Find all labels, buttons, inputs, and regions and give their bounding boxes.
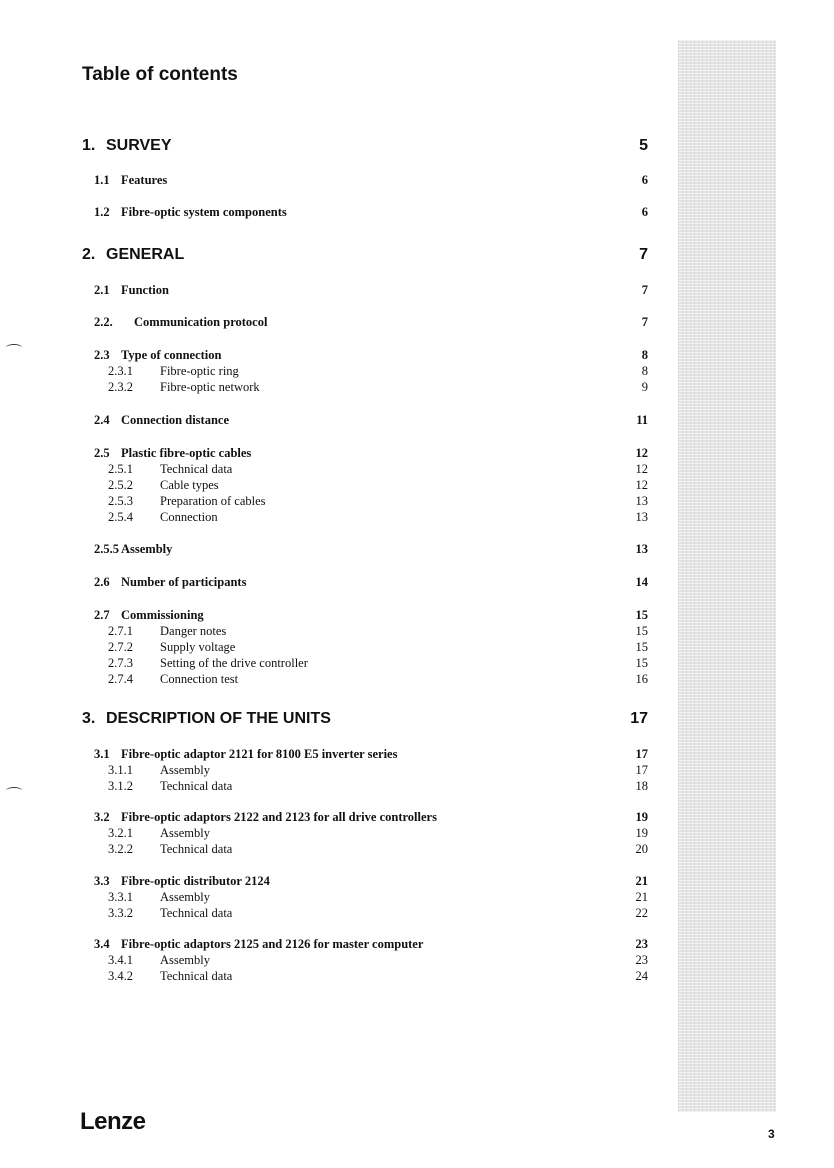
toc-page: 7: [639, 246, 648, 263]
toc-num: 3.3: [94, 874, 110, 888]
toc-label: Communication protocol: [134, 315, 268, 329]
toc-label: Fibre-optic adaptors 2122 and 2123 for all drive controllers: [121, 810, 437, 824]
toc-page: 23: [635, 953, 648, 967]
toc-page: 5: [639, 137, 648, 154]
toc-entry-chapter: [0, 708, 660, 730]
toc-num: 2.6: [94, 575, 110, 589]
toc-num: 1.2: [94, 205, 110, 219]
toc-label: Technical data: [160, 462, 233, 476]
toc-page: 6: [641, 173, 648, 187]
toc-page: 11: [636, 413, 648, 427]
toc-page: 22: [635, 906, 648, 920]
toc-num: 3.4.1: [108, 953, 133, 967]
lenze-logo: Lenze: [80, 1108, 146, 1135]
toc-entry-section: [0, 573, 660, 591]
toc-page: 13: [635, 494, 648, 508]
toc-page: 19: [635, 826, 648, 840]
toc-entry-sub: [0, 378, 660, 396]
toc-num: 2.7.2: [108, 640, 133, 654]
toc-entry-section: [0, 281, 660, 299]
toc-page: 15: [635, 640, 648, 654]
toc-label: Fibre-optic network: [160, 380, 260, 394]
page-number: 3: [768, 1127, 775, 1141]
toc-page: 12: [635, 462, 648, 476]
toc-num: 2.7: [94, 608, 110, 622]
toc-entry-section: [0, 411, 660, 429]
toc-num: 2.5.2: [108, 478, 133, 492]
toc-page: 12: [635, 478, 648, 492]
toc-page: 15: [635, 608, 648, 622]
toc-page: 16: [635, 672, 648, 686]
toc-num: 3.1.2: [108, 779, 133, 793]
toc-num: 2.7.3: [108, 656, 133, 670]
toc-entry-section: [0, 540, 660, 558]
toc-num: 2.5.3: [108, 494, 133, 508]
toc-num: 3.4.2: [108, 969, 133, 983]
toc-entry-sub: [0, 777, 660, 795]
toc-entry-sub: [0, 967, 660, 985]
toc-page: 18: [635, 779, 648, 793]
toc-label: Number of participants: [121, 575, 247, 589]
toc-page: 12: [635, 446, 648, 460]
toc-page: 13: [635, 542, 648, 556]
toc-num: 1.: [82, 137, 96, 154]
scan-shading-strip: [678, 40, 776, 1112]
toc-num: 2.2.: [94, 315, 113, 329]
toc-entry-sub: [0, 904, 660, 922]
toc-num: 2.5.1: [108, 462, 133, 476]
page-title: Table of contents: [82, 64, 238, 85]
toc-label: SURVEY: [106, 137, 172, 154]
toc-label: Danger notes: [160, 624, 227, 638]
toc-num: 3.2: [94, 810, 110, 824]
toc-num: 3.3.2: [108, 906, 133, 920]
toc-num: 2.3: [94, 348, 110, 362]
toc-label: Features: [121, 173, 168, 187]
toc-num: 2.3.1: [108, 364, 133, 378]
toc-page: 9: [641, 380, 648, 394]
toc-label: Assembly: [160, 763, 210, 777]
toc-label: Setting of the drive controller: [160, 656, 308, 670]
toc-page: 14: [635, 575, 648, 589]
toc-label: Fibre-optic adaptor 2121 for 8100 E5 inverter series: [121, 747, 398, 761]
toc-page: 6: [641, 205, 648, 219]
toc-label: Technical data: [160, 842, 233, 856]
toc-label: Technical data: [160, 779, 233, 793]
toc-label: Assembly: [160, 890, 210, 904]
toc-label: Assembly: [160, 826, 210, 840]
toc-label: GENERAL: [106, 246, 185, 263]
toc-page: 24: [635, 969, 648, 983]
toc-page: 7: [641, 283, 648, 297]
toc-label: Connection: [160, 510, 218, 524]
toc-label: Fibre-optic distributor 2124: [121, 874, 270, 888]
toc-page: 8: [641, 348, 648, 362]
toc-num: 3.1: [94, 747, 110, 761]
toc-page: 19: [635, 810, 648, 824]
toc-num: 2.: [82, 246, 96, 263]
toc-label: Cable types: [160, 478, 219, 492]
toc-label: Connection distance: [121, 413, 229, 427]
toc-entry-sub: [0, 508, 660, 526]
toc-entry-sub: [0, 670, 660, 688]
toc-label: DESCRIPTION OF THE UNITS: [106, 710, 331, 727]
toc-entry-section: [0, 171, 660, 189]
toc-label: Connection test: [160, 672, 239, 686]
toc-num: 2.3.2: [108, 380, 133, 394]
toc-entry-chapter: [0, 135, 660, 157]
toc-label: Assembly: [121, 542, 173, 556]
toc-num: 3.4: [94, 937, 110, 951]
toc-page: 17: [630, 710, 648, 727]
toc-entry-section: [0, 203, 660, 221]
toc-num: 2.1: [94, 283, 110, 297]
toc-page: 13: [635, 510, 648, 524]
toc-num: 3.1.1: [108, 763, 133, 777]
toc-page: 23: [635, 937, 648, 951]
toc-num: 3.2.1: [108, 826, 133, 840]
toc-label: Technical data: [160, 906, 233, 920]
toc-label: Fibre-optic adaptors 2125 and 2126 for master computer: [121, 937, 424, 951]
toc-page: 17: [635, 747, 648, 761]
toc-num: 2.7.1: [108, 624, 133, 638]
toc-label: Fibre-optic ring: [160, 364, 239, 378]
toc-entry-section: [0, 313, 660, 331]
toc-label: Function: [121, 283, 169, 297]
toc-num: 3.2.2: [108, 842, 133, 856]
toc-page: 7: [641, 315, 648, 329]
toc-num: 2.7.4: [108, 672, 133, 686]
toc-page: 21: [635, 890, 648, 904]
toc-page: 17: [635, 763, 648, 777]
toc-num: 2.5.5: [94, 542, 119, 556]
toc-num: 2.4: [94, 413, 110, 427]
toc-label: Supply voltage: [160, 640, 236, 654]
toc-label: Fibre-optic system components: [121, 205, 287, 219]
toc-label: Commissioning: [121, 608, 204, 622]
toc-page: 20: [635, 842, 648, 856]
toc-label: Assembly: [160, 953, 210, 967]
toc-num: 2.5.4: [108, 510, 133, 524]
toc-num: 2.5: [94, 446, 110, 460]
toc-page: 21: [635, 874, 648, 888]
toc-label: Type of connection: [121, 348, 222, 362]
toc-label: Plastic fibre-optic cables: [121, 446, 252, 460]
toc-page: 8: [641, 364, 648, 378]
toc-entry-chapter: [0, 244, 660, 266]
toc-num: 1.1: [94, 173, 110, 187]
toc-label: Preparation of cables: [160, 494, 266, 508]
toc-num: 3.3.1: [108, 890, 133, 904]
toc-page: 15: [635, 656, 648, 670]
toc-num: 3.: [82, 710, 96, 727]
toc-label: Technical data: [160, 969, 233, 983]
toc-entry-sub: [0, 840, 660, 858]
toc-page: 15: [635, 624, 648, 638]
